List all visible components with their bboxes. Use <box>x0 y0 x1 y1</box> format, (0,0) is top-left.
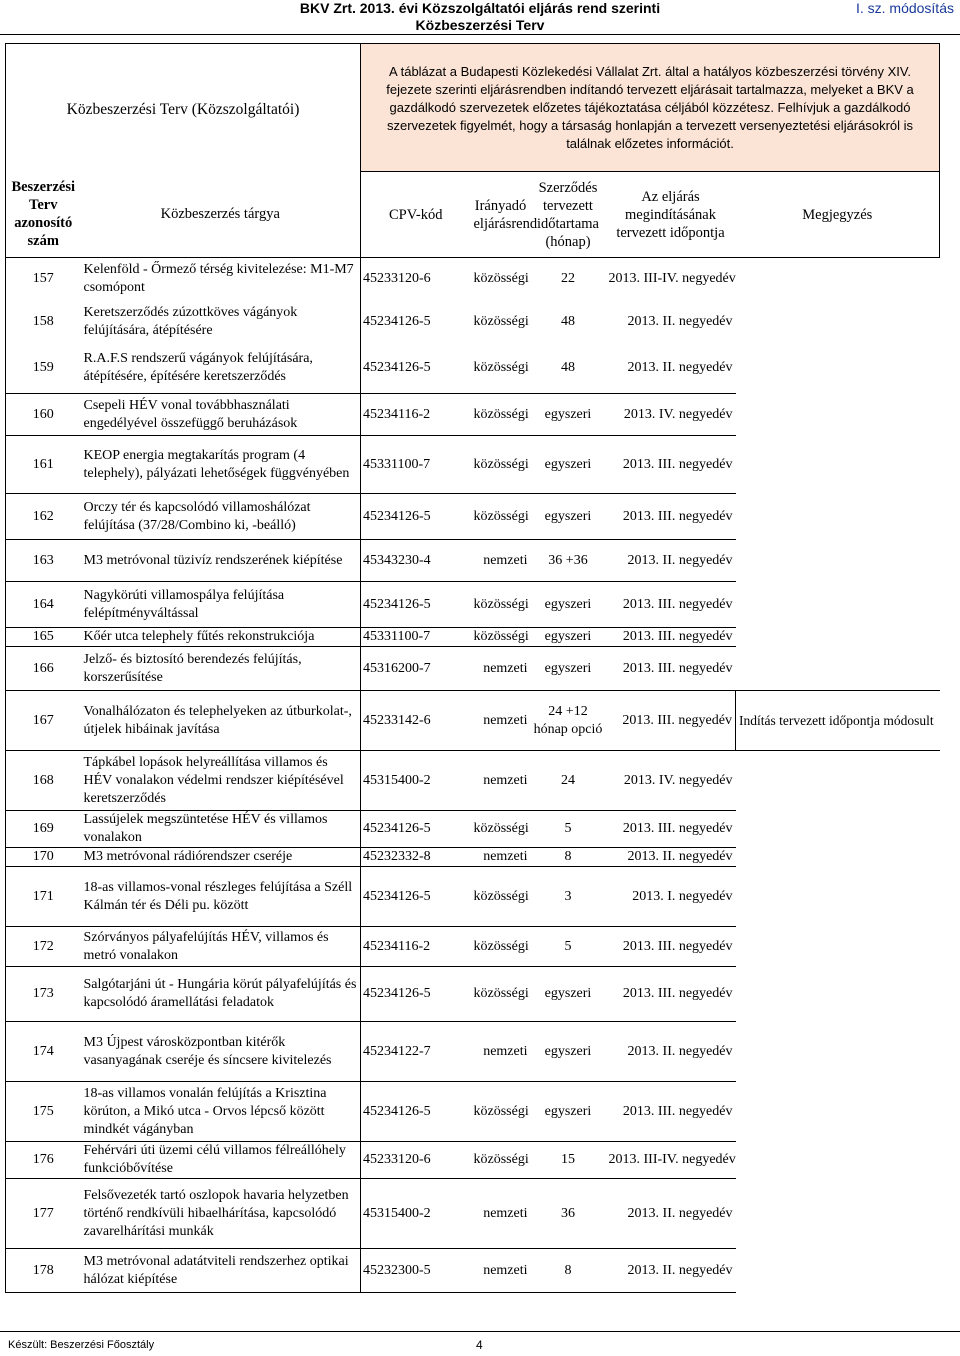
revision-label: I. sz. módosítás <box>855 0 954 16</box>
row-id: 161 <box>6 436 81 494</box>
row-start: 2013. II. negyedév <box>606 1249 736 1293</box>
row-remark <box>736 811 940 848</box>
row-duration: 15 <box>531 1142 606 1179</box>
row-duration: 24 <box>531 751 606 811</box>
row-remark: Indítás tervezett időpontja módosult <box>736 691 940 751</box>
row-subject: M3 metróvonal rádiórendszer cseréje <box>81 848 361 867</box>
row-remark <box>736 1142 940 1179</box>
row-duration: egyszeri <box>531 647 606 691</box>
row-cpv: 45234126-5 <box>361 811 471 848</box>
row-duration: 36 +36 <box>531 540 606 582</box>
row-id: 178 <box>6 1249 81 1293</box>
row-start: 2013. III. negyedév <box>606 436 736 494</box>
row-start: 2013. II. negyedév <box>606 1022 736 1082</box>
row-duration: 24 +12 hónap opció <box>531 691 606 751</box>
row-procedure: közösségi <box>471 1142 531 1179</box>
row-procedure: közösségi <box>471 628 531 647</box>
row-id: 171 <box>6 867 81 927</box>
row-remark <box>736 1179 940 1249</box>
table-row <box>6 1249 940 1293</box>
row-start: 2013. III. negyedév <box>606 582 736 628</box>
row-procedure: közösségi <box>471 867 531 927</box>
row-duration: egyszeri <box>531 436 606 494</box>
row-subject: Lassújelek megszüntetése HÉV és villamos vonalakon <box>81 811 361 848</box>
footer-divider <box>0 1331 960 1332</box>
table-row <box>6 582 940 628</box>
row-procedure: nemzeti <box>471 647 531 691</box>
row-remark <box>736 344 940 394</box>
row-cpv: 45233120-6 <box>363 271 431 287</box>
row-cpv: 45343230-4 <box>361 540 471 582</box>
row-cpv: 45315400-2 <box>361 1179 471 1249</box>
row-subject: Szórványos pályafelújítás HÉV, villamos és metró vonalakon <box>81 927 361 967</box>
row-id: 163 <box>6 540 81 582</box>
row-duration: 22 <box>561 271 575 287</box>
row-duration: 48 <box>561 314 575 329</box>
row-id: 167 <box>6 691 81 751</box>
row-start: 2013. III. negyedév <box>606 811 736 848</box>
row-subject: Tápkábel lopások helyreállítása villamos és HÉV vonalakon védelmi rendszer kiépítésével keretszerződés <box>81 751 361 811</box>
row-procedure: nemzeti <box>471 1179 531 1249</box>
row-remark <box>736 751 940 811</box>
row-duration: 3 <box>531 867 606 927</box>
header-divider <box>0 34 960 35</box>
row-start: 2013. IV. negyedév <box>606 751 736 811</box>
col-header-start: Az eljárás megindításának tervezett időpontja <box>606 172 736 258</box>
row-id: 158 <box>6 301 81 344</box>
row-cpv: 45233142-6 <box>361 691 471 751</box>
table-row <box>6 811 940 848</box>
row-duration: egyszeri <box>531 628 606 647</box>
footer-prepared-by: Készült: Beszerzési Főosztály <box>8 1339 155 1351</box>
row-start: 2013. III-IV. negyedév <box>608 271 736 287</box>
row-procedure: közösségi <box>471 582 531 628</box>
table-row <box>6 1082 940 1142</box>
row-duration: 48 <box>561 360 575 376</box>
intro-note: A táblázat a Budapesti Közlekedési Vállalat Zrt. által a hatályos közbeszerzési törvény XIV. fejezete szerinti eljárásrendben indítandó tervezett eljárásait tartalmazza, melyeket a BKV a gazdálkodó szervezetek előzetes tájékoztatása céljából közzétesz. Felhívjuk a gazdálkodó szervezetek figyelmét, hogy a társaság honlapján a tervezett versenyeztetési eljárásokról is találnak előzetes információt. <box>361 44 940 172</box>
col-header-duration: Szerződés tervezett időtartama (hónap) <box>531 172 606 258</box>
row-remark <box>736 582 940 628</box>
row-remark <box>736 494 940 540</box>
row-start: 2013. III-IV. negyedév <box>606 1142 736 1179</box>
row-cpv: 45233120-6 <box>361 1142 471 1179</box>
table-title: Közbeszerzési Terv (Közszolgáltatói) <box>6 44 361 172</box>
row-id: 159 <box>6 344 81 394</box>
col-header-cpv: CPV-kód <box>361 172 471 258</box>
row-remark <box>736 927 940 967</box>
row-procedure: nemzeti <box>471 691 531 751</box>
table-row <box>6 628 940 647</box>
header-title-line2: Közbeszerzési Terv <box>415 17 545 33</box>
page-number: 4 <box>476 1338 483 1352</box>
table-row <box>6 848 940 867</box>
row-subject: Fehérvári úti üzemi célú villamos félreállóhely funkcióbővítése <box>81 1142 361 1179</box>
table-row <box>6 301 940 344</box>
row-cpv: 45234126-5 <box>361 494 471 540</box>
table-row <box>6 751 940 811</box>
row-procedure: közösségi <box>471 967 531 1022</box>
row-procedure: közösségi <box>471 494 531 540</box>
table-row <box>6 494 940 540</box>
row-start: 2013. III. negyedév <box>606 1082 736 1142</box>
row-duration: egyszeri <box>531 394 606 436</box>
row-id: 177 <box>6 1179 81 1249</box>
table-row <box>6 867 940 927</box>
table-row <box>6 540 940 582</box>
table-row <box>6 258 940 301</box>
table-body <box>6 258 940 1293</box>
row-procedure: közösségi <box>471 394 531 436</box>
row-cpv: 45234126-5 <box>361 867 471 927</box>
col-header-remark: Megjegyzés <box>736 172 940 258</box>
row-subject: Jelző- és biztosító berendezés felújítás, korszerűsítése <box>81 647 361 691</box>
row-remark <box>736 394 940 436</box>
row-duration: 5 <box>531 811 606 848</box>
row-procedure: nemzeti <box>471 1022 531 1082</box>
row-procedure: közösségi <box>473 271 529 287</box>
table-row <box>6 344 940 394</box>
row-procedure: nemzeti <box>471 540 531 582</box>
table-row <box>6 691 940 751</box>
row-procedure: nemzeti <box>471 751 531 811</box>
row-subject: Felsővezeték tartó oszlopok havaria helyzetben történő rendkívüli hibaelhárítása, kapcsolódó zavarelhárítási munkák <box>81 1179 361 1249</box>
row-id: 166 <box>6 647 81 691</box>
table-row <box>6 967 940 1022</box>
row-subject: Keretszerződés zúzottköves vágányok felújítására, átépítésére <box>81 301 361 344</box>
row-cpv: 45234126-5 <box>361 1082 471 1142</box>
row-id: 170 <box>6 848 81 867</box>
row-cpv: 45232332-8 <box>361 848 471 867</box>
row-duration: 5 <box>531 927 606 967</box>
row-duration: egyszeri <box>531 582 606 628</box>
row-cpv: 45331100-7 <box>361 436 471 494</box>
table-row <box>6 647 940 691</box>
row-start: 2013. II. negyedév <box>627 314 733 329</box>
row-start: 2013. II. negyedév <box>606 848 736 867</box>
row-id: 175 <box>6 1082 81 1142</box>
row-procedure: nemzeti <box>471 848 531 867</box>
row-id: 172 <box>6 927 81 967</box>
row-procedure: közösségi <box>473 314 529 329</box>
row-cpv: 45234126-5 <box>361 582 471 628</box>
table-row <box>6 1022 940 1082</box>
row-cpv: 45331100-7 <box>361 628 471 647</box>
col-header-procedure: Irányadó eljárásrend <box>471 172 531 258</box>
row-duration: 8 <box>531 848 606 867</box>
row-cpv: 45316200-7 <box>361 647 471 691</box>
header-title <box>270 0 690 34</box>
row-duration: 36 <box>531 1179 606 1249</box>
row-start: 2013. II. negyedév <box>627 360 733 376</box>
row-duration: egyszeri <box>531 967 606 1022</box>
row-start: 2013. II. negyedév <box>606 1179 736 1249</box>
row-procedure: közösségi <box>471 1082 531 1142</box>
table-row <box>6 1179 940 1249</box>
row-remark <box>736 967 940 1022</box>
row-cpv: 45234122-7 <box>361 1022 471 1082</box>
row-subject: KEOP energia megtakarítás program (4 telephely), pályázati lehetőségek függvényében <box>81 436 361 494</box>
row-cpv: 45234116-2 <box>361 927 471 967</box>
row-subject: Csepeli HÉV vonal továbbhasználati engedélyével összefüggő beruházások <box>81 394 361 436</box>
row-start: 2013. III. negyedév <box>606 967 736 1022</box>
row-start: 2013. IV. negyedév <box>606 394 736 436</box>
table-row <box>6 436 940 494</box>
row-start: 2013. III. negyedév <box>606 691 736 751</box>
row-id: 176 <box>6 1142 81 1179</box>
row-subject: Orczy tér és kapcsolódó villamoshálózat felújítása (37/28/Combino ki, -beálló) <box>81 494 361 540</box>
row-cpv: 45234126-5 <box>361 967 471 1022</box>
row-start: 2013. III. negyedév <box>606 647 736 691</box>
row-duration: egyszeri <box>531 494 606 540</box>
row-remark <box>736 258 940 301</box>
row-subject: 18-as villamos vonalán felújítás a Krisztina körúton, a Mikó utca - Orvos lépcső között mindkét vágányban <box>81 1082 361 1142</box>
row-cpv: 45315400-2 <box>361 751 471 811</box>
row-cpv: 45234126-5 <box>363 314 431 329</box>
col-header-subject: Közbeszerzés tárgya <box>81 172 361 258</box>
row-subject: Kőér utca telephely fűtés rekonstrukciója <box>81 628 361 647</box>
row-cpv: 45234126-5 <box>363 360 431 376</box>
row-id: 169 <box>6 811 81 848</box>
row-remark <box>736 1082 940 1142</box>
row-id: 165 <box>6 628 81 647</box>
row-remark <box>736 301 940 344</box>
row-id: 174 <box>6 1022 81 1082</box>
row-remark <box>736 436 940 494</box>
row-subject: Salgótarjáni út - Hungária körút pályafelújítás és kapcsolódó áramellátási feladatok <box>81 967 361 1022</box>
table-row <box>6 1142 940 1179</box>
row-remark <box>736 848 940 867</box>
row-id: 164 <box>6 582 81 628</box>
row-procedure: közösségi <box>471 811 531 848</box>
row-subject: Vonalhálózaton és telephelyeken az útburkolat-, útjelek hibáinak javítása <box>81 691 361 751</box>
table-row <box>6 394 940 436</box>
row-id: 168 <box>6 751 81 811</box>
row-subject: R.A.F.S rendszerű vágányok felújítására, átépítésére, építésére keretszerződés <box>81 344 361 394</box>
row-start: 2013. III. negyedév <box>606 628 736 647</box>
row-id: 157 <box>6 258 81 301</box>
row-remark <box>736 1022 940 1082</box>
col-header-id: Beszerzési Terv azonosító szám <box>6 172 81 258</box>
row-subject: M3 metróvonal adatátviteli rendszerhez optikai hálózat kiépítése <box>81 1249 361 1293</box>
row-subject: M3 Újpest városközpontban kitérők vasanyagának cseréje és síncsere kivitelezés <box>81 1022 361 1082</box>
row-remark <box>736 867 940 927</box>
procurement-table <box>5 43 940 1293</box>
page-header <box>0 0 960 34</box>
row-remark <box>736 1249 940 1293</box>
row-duration: egyszeri <box>531 1022 606 1082</box>
row-procedure: nemzeti <box>471 1249 531 1293</box>
row-id: 173 <box>6 967 81 1022</box>
row-start: 2013. III. negyedév <box>606 494 736 540</box>
row-id: 162 <box>6 494 81 540</box>
row-remark <box>736 647 940 691</box>
row-cpv: 45232300-5 <box>361 1249 471 1293</box>
row-procedure: közösségi <box>473 360 529 376</box>
row-remark <box>736 628 940 647</box>
row-subject: Nagykörúti villamospálya felújítása felépítményváltással <box>81 582 361 628</box>
header-title-line1: BKV Zrt. 2013. évi Közszolgáltatói eljárás rend szerinti <box>299 0 661 16</box>
row-subject: 18-as villamos-vonal részleges felújítása a Széll Kálmán tér és Déli pu. között <box>81 867 361 927</box>
row-duration: egyszeri <box>531 1082 606 1142</box>
row-subject: M3 metróvonal tüzivíz rendszerének kiépítése <box>81 540 361 582</box>
row-procedure: közösségi <box>471 927 531 967</box>
row-start: 2013. III. negyedév <box>606 927 736 967</box>
row-remark <box>736 540 940 582</box>
row-cpv: 45234116-2 <box>361 394 471 436</box>
row-start: 2013. II. negyedév <box>606 540 736 582</box>
row-id: 160 <box>6 394 81 436</box>
table-row <box>6 927 940 967</box>
row-procedure: közösségi <box>471 436 531 494</box>
row-duration: 8 <box>531 1249 606 1293</box>
row-start: 2013. I. negyedév <box>606 867 736 927</box>
row-subject: Kelenföld - Őrmező térség kivitelezése: M1-M7 csomópont <box>81 258 361 301</box>
